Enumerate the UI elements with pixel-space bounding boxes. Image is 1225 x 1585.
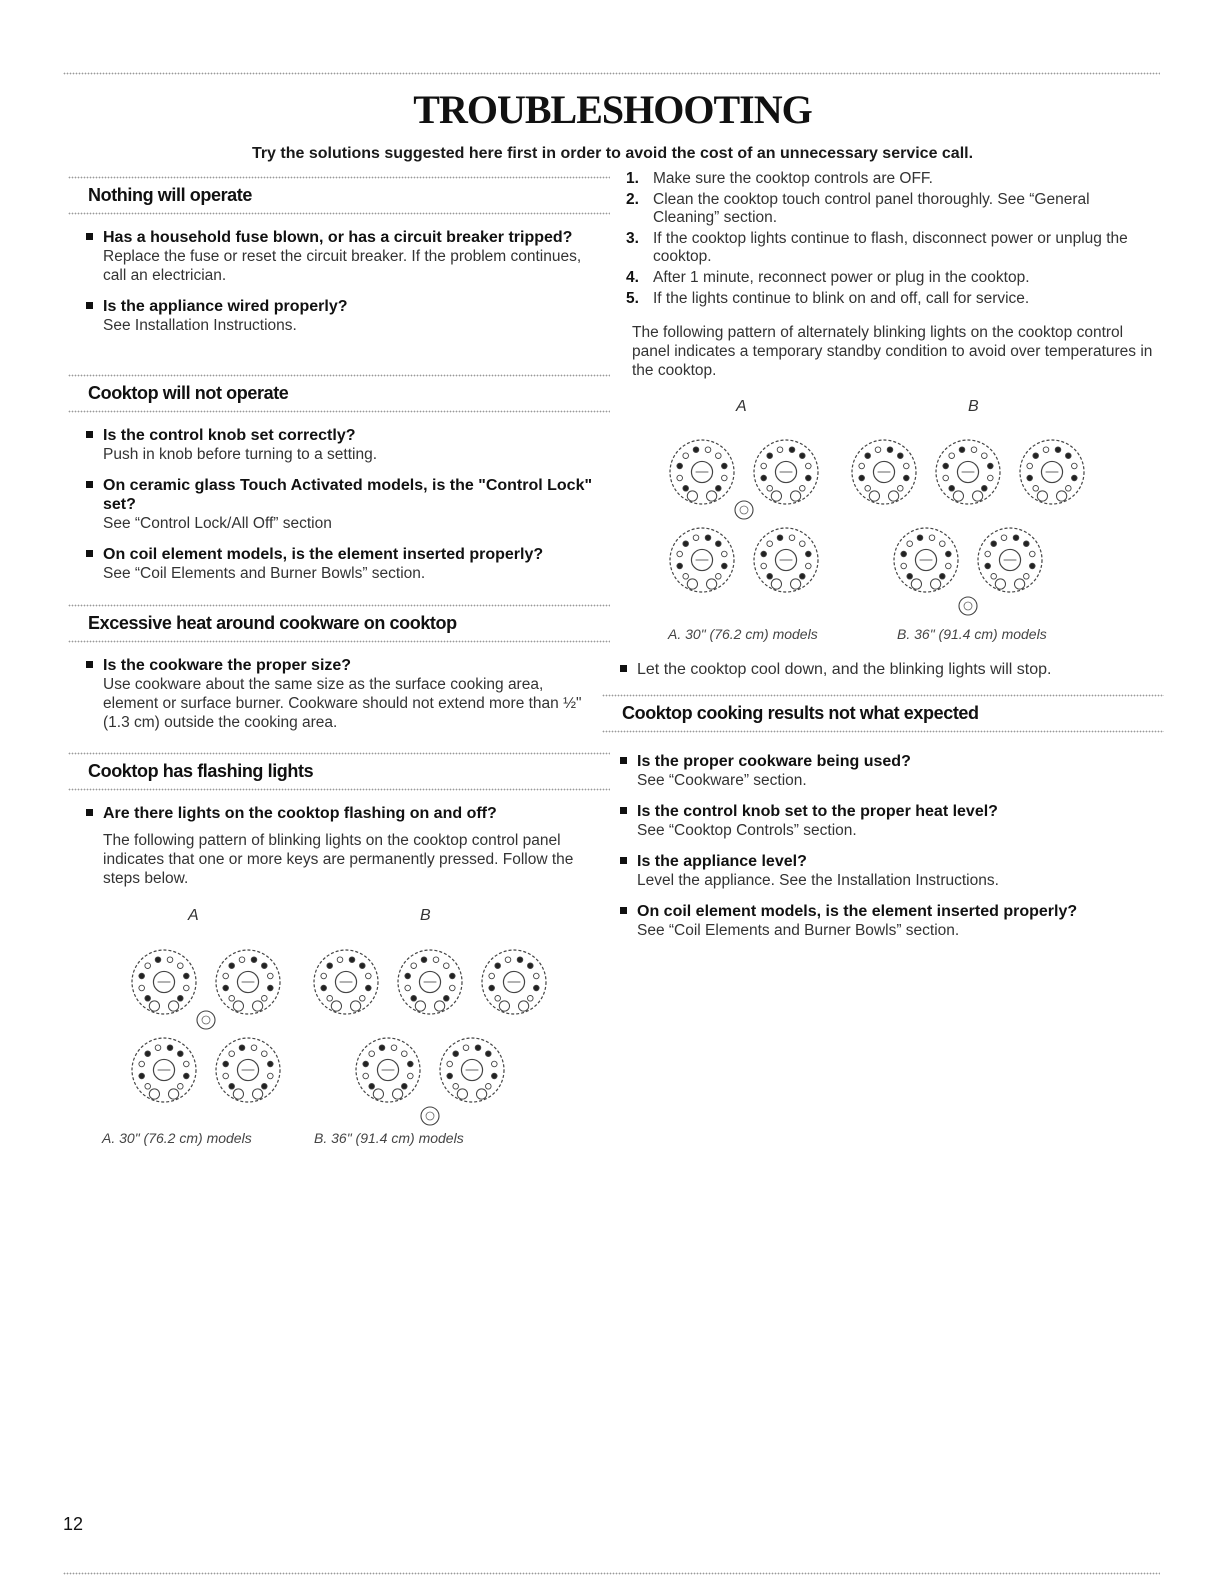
control-dial-icon [216,950,280,1014]
control-dial-icon [398,950,462,1014]
answer: See “Coil Elements and Burner Bowls” section. [103,565,426,582]
control-dial-icon [936,440,1000,504]
control-dial-icon [1020,440,1084,504]
question: Is the cookware the proper size? [103,657,352,674]
qa-list [88,426,600,595]
control-dial-icon [670,528,734,592]
section-title: Cooktop has flashing lights [88,761,314,781]
control-dial-icon [440,1038,504,1102]
control-dial-icon [754,440,818,504]
list-item [88,426,600,464]
answer: Replace the fuse or reset the circuit breaker. If the problem continues, call an electrician. [103,248,582,284]
list-item [88,804,600,823]
section-title: Nothing will operate [88,185,253,205]
control-dial-icon [197,1011,215,1029]
figure-caption-b: B. 36" (91.4 cm) models [897,626,1047,642]
control-dial-icon [754,528,818,592]
question: Is the appliance wired properly? [103,298,348,315]
control-dial-icon [421,1107,439,1125]
qa-list [88,804,600,888]
step-item: 3. If the cooktop lights continue to flash, disconnect power or unplug the cooktop. [626,230,1128,265]
answer: Use cookware about the same size as the surface cooking area, element or surface burner. Cookware should not extend more than ½" (1.3 cm) outside the cooking area. [103,676,582,731]
list-item [88,656,600,732]
bullet-text: Let the cooktop cool down, and the blinking lights will stop. [637,661,1052,678]
figure-caption-a: A. 30" (76.2 cm) models [102,1130,252,1146]
answer: See “Control Lock/All Off” section [103,515,332,532]
question: Is the appliance level? [637,853,807,870]
top-dotted-rule [63,72,1160,75]
list-item [622,660,1154,679]
control-dial-icon [132,950,196,1014]
page-title: TROUBLESHOOTING [413,87,812,132]
figure-caption-a: A. 30" (76.2 cm) models [668,626,818,642]
list-item [88,476,600,533]
figure-label-b: B [968,398,979,415]
control-dial-icon [314,950,378,1014]
control-dial-icon [852,440,916,504]
step-item: 2. Clean the cooktop touch control panel thoroughly. See “General Cleaning” section. [626,191,1090,226]
figure-caption-b: B. 36" (91.4 cm) models [314,1130,464,1146]
figure-label-b: B [420,907,431,924]
qa-list [622,752,1154,952]
control-dial-icon [894,528,958,592]
page-number: 12 [63,1514,84,1534]
control-dial-icon [959,597,977,615]
question: Are there lights on the cooktop flashing on and off? [103,805,497,822]
paragraph: The following pattern of blinking lights on the cooktop control panel indicates that one or more keys are permanently pressed. Follow the steps below. [103,832,574,887]
answer: Level the appliance. See the Installation Instructions. [637,872,999,889]
list-item [88,228,600,285]
question: Is the proper cookware being used? [637,753,911,770]
question: Is the control knob set to the proper heat level? [637,803,998,820]
step-item: 4. After 1 minute, reconnect power or plug in the cooktop. [626,269,1030,286]
qa-list [88,228,600,347]
list-item [88,545,600,583]
control-dial-icon [216,1038,280,1102]
section-title: Cooktop will not operate [88,383,289,403]
steps-list [622,170,1154,311]
dial-group [132,950,546,1125]
control-panel-diagram [106,932,576,1137]
step-item: 5. If the lights continue to blink on and off, call for service. [626,290,1030,307]
step-item: 1. Make sure the cooktop controls are OFF. [626,170,933,187]
answer: See “Cooktop Controls” section. [637,822,857,839]
page-subtitle: Try the solutions suggested here first in order to avoid the cost of an unnecessary service call. [251,145,974,162]
list-item [88,297,600,335]
question: On coil element models, is the element inserted properly? [103,546,544,563]
section-title: Excessive heat around cookware on cooktop [88,613,457,633]
question: On coil element models, is the element inserted properly? [637,903,1078,920]
dial-group [670,440,1084,615]
control-dial-icon [132,1038,196,1102]
qa-list [88,656,600,744]
list-item [622,852,1154,890]
list-item [622,902,1154,940]
bottom-dotted-rule [63,1572,1160,1575]
question: On ceramic glass Touch Activated models, is the "Control Lock" set? [103,477,593,513]
control-dial-icon [482,950,546,1014]
answer: See Installation Instructions. [103,317,297,334]
control-panel-diagram [644,422,1114,627]
control-dial-icon [735,501,753,519]
question: Is the control knob set correctly? [103,427,356,444]
control-dial-icon [978,528,1042,592]
paragraph: The following pattern of alternately blinking lights on the cooktop control panel indicates a temporary standby condition to avoid over temperatures in the cooktop. [632,324,1153,379]
control-dial-icon [356,1038,420,1102]
answer: See “Coil Elements and Burner Bowls” section. [637,922,960,939]
answer: See “Cookware” section. [637,772,807,789]
list-item [622,752,1154,790]
figure-label-a: A [736,398,747,415]
list-item [622,802,1154,840]
section-title: Cooktop cooking results not what expected [622,703,979,723]
figure-label-a: A [188,907,199,924]
control-dial-icon [670,440,734,504]
question: Has a household fuse blown, or has a circuit breaker tripped? [103,229,573,246]
answer: Push in knob before turning to a setting. [103,446,378,463]
